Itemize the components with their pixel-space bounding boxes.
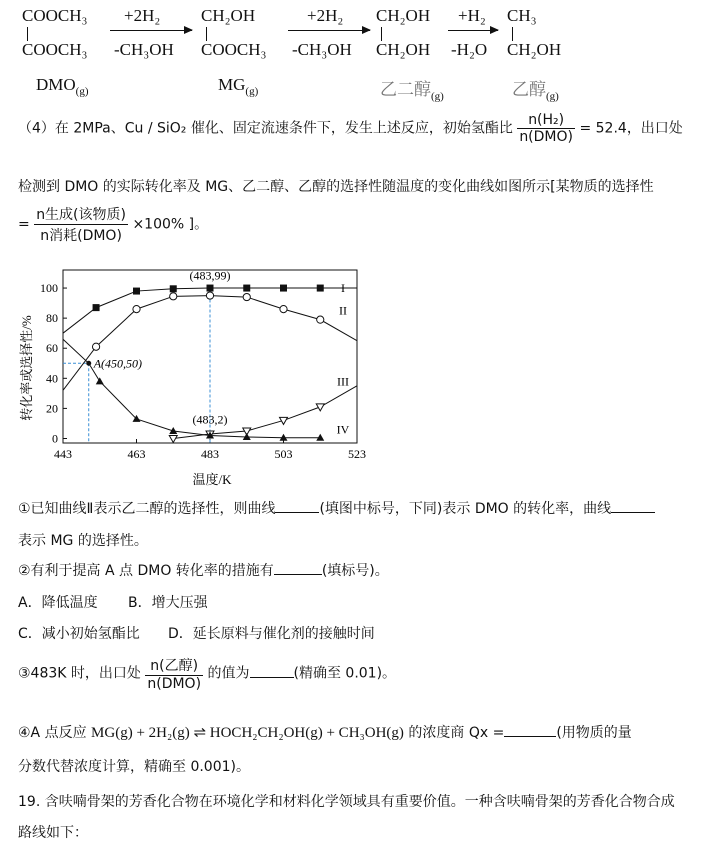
data-point	[206, 292, 213, 299]
data-point	[96, 377, 104, 384]
series-label: III	[337, 374, 349, 389]
reaction-arrow-3	[448, 30, 498, 31]
question-4: ④A 点反应 MG(g) + 2H₂(g) ⇌ HOCH₂CH₂OH(g) + CH₃OH(g) 的浓度商 Qx = (用物质的量	[18, 725, 632, 741]
y-tick-label: 100	[40, 281, 58, 296]
annotation-label: (483,2)	[192, 412, 228, 427]
q4-intro-line1: （4）在 2MPa、Cu / SiO₂ 催化、固定流速条件下，发生上述反应，初始氢酯比 $\frac{\text{n(H₂)}}{\text{n(DMO)}}$ = 52.4，出口处	[18, 112, 683, 145]
bond-line	[381, 27, 382, 41]
answer-blank[interactable]	[611, 512, 655, 513]
ethanol-bottom-group: CH₂OH	[507, 40, 562, 59]
x-axis-label: 温度/K	[192, 472, 232, 487]
q4-intro-line2: 检测到 DMO 的实际转化率及 MG、乙二醇、乙醇的选择性随温度的变化曲线如图所示[某物质的选择性	[18, 179, 654, 195]
option-d: D．延长原料与催化剂的接触时间	[168, 626, 375, 642]
bond-line	[206, 27, 207, 41]
data-point	[133, 306, 140, 313]
mg-top-group: CH₂OH	[201, 6, 256, 25]
dmo-label: $DMO_{(g)}$	[36, 75, 89, 98]
bond-line	[27, 27, 28, 41]
point-a-marker	[86, 361, 91, 366]
ethanol-top-group: CH₃	[507, 6, 537, 25]
answer-blank[interactable]	[250, 677, 294, 678]
y-tick-label: 80	[46, 311, 58, 326]
y-tick-label: 20	[46, 401, 58, 416]
x-tick-label: 523	[348, 447, 366, 461]
answer-blank[interactable]	[275, 512, 319, 513]
arrow1-bottom-reagent: -CH₃OH	[114, 40, 174, 59]
data-point	[280, 285, 287, 292]
annotation-label: A(450,50)	[93, 356, 143, 371]
series-label: II	[339, 303, 347, 318]
question-4-cont: 分数代替浓度计算，精确至 0.001)。	[18, 759, 250, 775]
option-b: B．增大压强	[128, 595, 208, 611]
reaction-equation: MG(g) + 2H₂(g) ⇌ HOCH₂CH₂OH(g) + CH₃OH(g)	[91, 725, 404, 741]
mg-label: $MG_{(g)}$	[218, 75, 259, 98]
question-3: ③483K 时，出口处 $\frac{\text{n(乙醇)}}{\text{n(DMO)}}$ 的值为 (精确至 0.01)。	[18, 655, 396, 692]
mg-bottom-group: COOCH₃	[201, 40, 267, 59]
dmo-top-group: COOCH₃	[22, 6, 88, 25]
reaction-arrow-1	[110, 30, 192, 31]
data-point	[92, 343, 99, 350]
data-point	[317, 285, 324, 292]
y-tick-label: 40	[46, 371, 58, 386]
arrow1-top-reagent: +2H₂	[124, 6, 161, 25]
arrow3-top-reagent: +H₂	[458, 6, 486, 25]
x-tick-label: 463	[127, 447, 146, 461]
annotation-label: (483,99)	[189, 268, 231, 283]
arrow3-bottom-reagent: -H₂O	[451, 40, 488, 59]
y-axis-label: 转化率或选择性/%	[19, 315, 34, 421]
arrow2-bottom-reagent: -CH₃OH	[292, 40, 352, 59]
data-point	[317, 316, 324, 323]
data-point	[169, 435, 177, 442]
data-point	[243, 293, 250, 300]
bond-line	[512, 27, 513, 41]
answer-blank[interactable]	[274, 574, 322, 575]
question-1-cont: 表示 MG 的选择性。	[18, 533, 148, 549]
x-tick-label: 503	[274, 447, 293, 461]
glycol-top-group: CH₂OH	[376, 6, 431, 25]
question-1: ①已知曲线Ⅱ表示乙二醇的选择性，则曲线 (填图中标号，下同)表示 DMO 的转化率，曲线	[18, 498, 655, 518]
y-tick-label: 0	[52, 431, 58, 446]
glycol-label: 乙二醇$_{(g)}$	[380, 80, 444, 103]
glycol-bottom-group: CH₂OH	[376, 40, 431, 59]
data-point	[93, 304, 100, 311]
answer-blank[interactable]	[504, 736, 556, 737]
dmo-bottom-group: COOCH₃	[22, 40, 88, 59]
question-2: ②有利于提高 A 点 DMO 转化率的措施有 (填标号)。	[18, 563, 389, 579]
data-point	[133, 288, 140, 295]
y-tick-label: 60	[46, 341, 58, 356]
option-c: C．减小初始氢酯比	[18, 626, 140, 642]
data-point	[243, 285, 250, 292]
question-19: 19. 含呋喃骨架的芳香化合物在环境化学和材料化学领域具有重要价值。一种含呋喃骨架的芳香化合物合成	[18, 794, 675, 810]
x-tick-label: 483	[201, 447, 219, 461]
conversion-selectivity-chart	[0, 262, 380, 494]
question-19-cont: 路线如下：	[18, 825, 88, 841]
series-label: IV	[336, 422, 350, 437]
selectivity-formula: = $\frac{\text{n生成(该物质)}}{\text{n消耗(DMO)}}$ ×100% ]。	[18, 204, 208, 245]
reaction-arrow-2	[288, 30, 370, 31]
arrow2-top-reagent: +2H₂	[307, 6, 344, 25]
data-point	[207, 285, 214, 292]
data-point	[170, 293, 177, 300]
ethanol-label: 乙醇$_{(g)}$	[512, 80, 559, 103]
series-label: I	[341, 281, 345, 296]
data-point	[280, 306, 287, 313]
hydrogen-ester-ratio: $\frac{\text{n(H₂)}}{\text{n(DMO)}}$	[519, 112, 573, 145]
data-point	[170, 285, 177, 292]
option-a: A．降低温度	[18, 595, 98, 611]
x-tick-label: 443	[54, 447, 72, 461]
